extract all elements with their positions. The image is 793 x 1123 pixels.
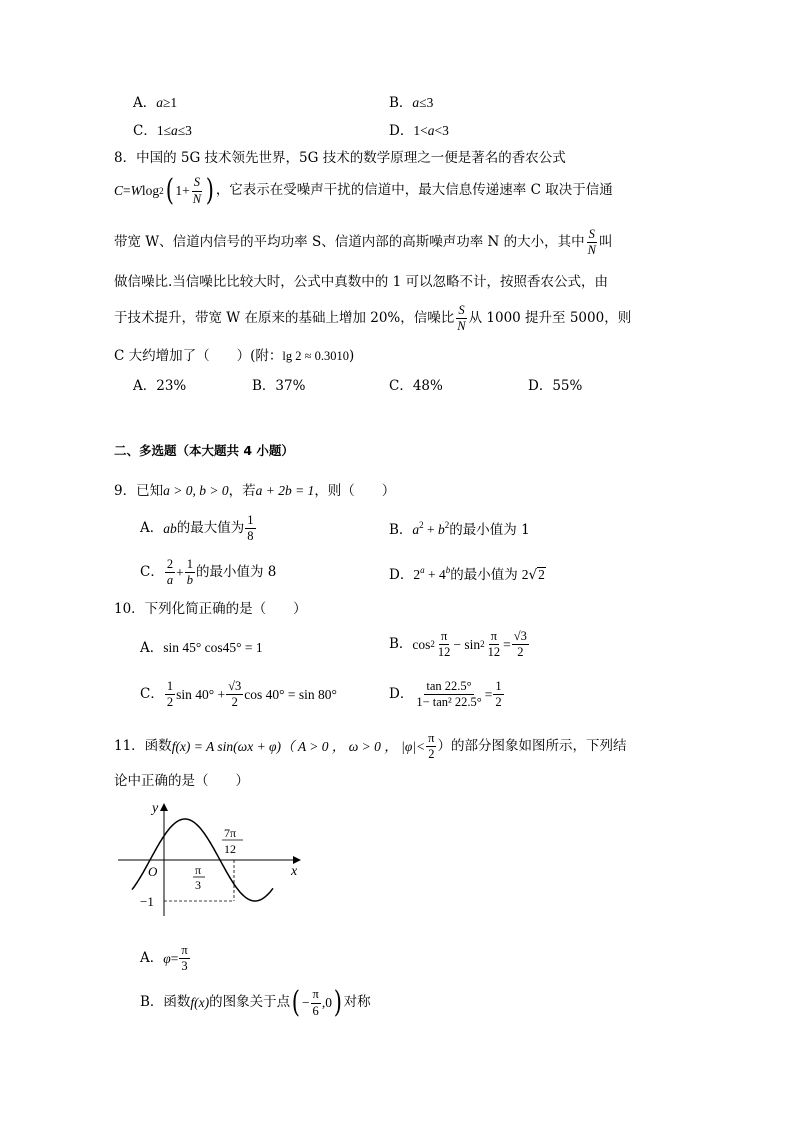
q9-stem: 9．已知a > 0, b > 0，若a + 2b = 1，则（ ）: [114, 483, 396, 499]
q9-option-b: B．$a^2 + b^2$的最小值为 1: [389, 520, 530, 538]
q10-option-d: D． $\frac{\tan 22.5^\circ}{\text{1− tan² 22.5°}}$ = $\frac{1}{2}$: [389, 679, 502, 710]
q11-stem-line2: 论中正确的是（ ）: [114, 773, 249, 789]
q8-stem-line5: 于技术提升，带宽 W 在原来的基础上增加 20%，信噪比 $\frac{S}{N}$ 从 1000 提升至 5000，则: [114, 303, 632, 334]
q8-option-d: D．55%: [528, 378, 583, 394]
q11-option-a: A． φ = $\frac{\pi}{3}$: [140, 943, 188, 974]
q7-option-a: A．a≥1: [133, 95, 178, 111]
q10-option-a: A．sin 45° cos45° = 1: [140, 640, 263, 656]
q11-option-b: B．函数 f(x) 的图象关于点 ( − $\frac{\pi}{6}$ ,0 ) 对称: [140, 985, 371, 1020]
pi-3-numerator: π: [195, 863, 202, 877]
q8-stem-line3: 带宽 W、信道内信号的平均功率 S、信道内部的高斯噪声功率 N 的大小，其中 $\frac{S}{N}$ 叫: [114, 227, 613, 258]
pi-3-denominator: 3: [195, 878, 201, 892]
q7-option-c: C．1≤a≤3: [133, 123, 192, 139]
q8-stem-line1: 8．中国的 5G 技术领先世界，5G 技术的数学原理之一便是著名的香农公式: [114, 150, 566, 166]
section-heading: 二、多选题（本大题共 4 小题）: [114, 443, 294, 458]
q8-option-b: B．37%: [252, 378, 306, 394]
origin-label: O: [148, 864, 158, 879]
x-axis-label: x: [291, 864, 298, 879]
q9-option-c: C． $\frac{2}{a}$ + $\frac{1}{b}$ 的最小值为 8: [140, 557, 277, 588]
q8-stem-line4: 做信噪比.当信噪比比较大时，公式中真数中的 1 可以忽略不计，按照香农公式，由: [114, 274, 608, 290]
q8-formula-line: C = W log 2 ( 1+ $\frac{S}{N}$ ) ，它表示在受噪声干扰的信道中，最大信息传递速率 C 取决于信通: [114, 173, 613, 208]
q11-stem-line1: 11．函数 f(x) = A sin(ωx + φ) （ A > 0 ， ω > 0 ， |φ|< $\frac{\pi}{2}$ ）的部分图象如图所示，下列结: [114, 731, 627, 762]
q8-stem-line6: C 大约增加了（ ）(附：lg 2 ≈ 0.3010): [114, 348, 355, 364]
q8-option-c: C．48%: [389, 378, 443, 394]
signal-noise-fraction: $\frac{S}{N}$: [192, 175, 202, 206]
y-axis-label: y: [152, 801, 159, 816]
q10-stem: 10．下列化简正确的是（ ）: [114, 601, 307, 617]
q9-option-d: D．$2^a + 4^b$的最小值为 2√2: [389, 565, 545, 583]
q7-option-d: D．1<a<3: [389, 123, 449, 139]
q10-option-b: B． cos 2 $\frac{\pi}{12}$ − sin 2 $\frac{\pi}{12}$ = $\frac{√3}{2}$: [389, 629, 527, 660]
q7-option-b: B．a≤3: [389, 95, 434, 111]
q10-option-c: C． $\frac{1}{2}$ sin 40° + $\frac{√3}{2}$ cos 40° = sin 80°: [140, 679, 337, 710]
minus-one-label: −1: [140, 894, 154, 909]
seven-pi-12-numerator: 7π: [224, 826, 237, 840]
sine-graph: [110, 798, 320, 918]
seven-pi-12-denominator: 12: [224, 842, 236, 856]
q9-option-a: A． ab 的最大值为 $\frac{1}{8}$: [140, 513, 254, 544]
q8-option-a: A．23%: [133, 378, 187, 394]
